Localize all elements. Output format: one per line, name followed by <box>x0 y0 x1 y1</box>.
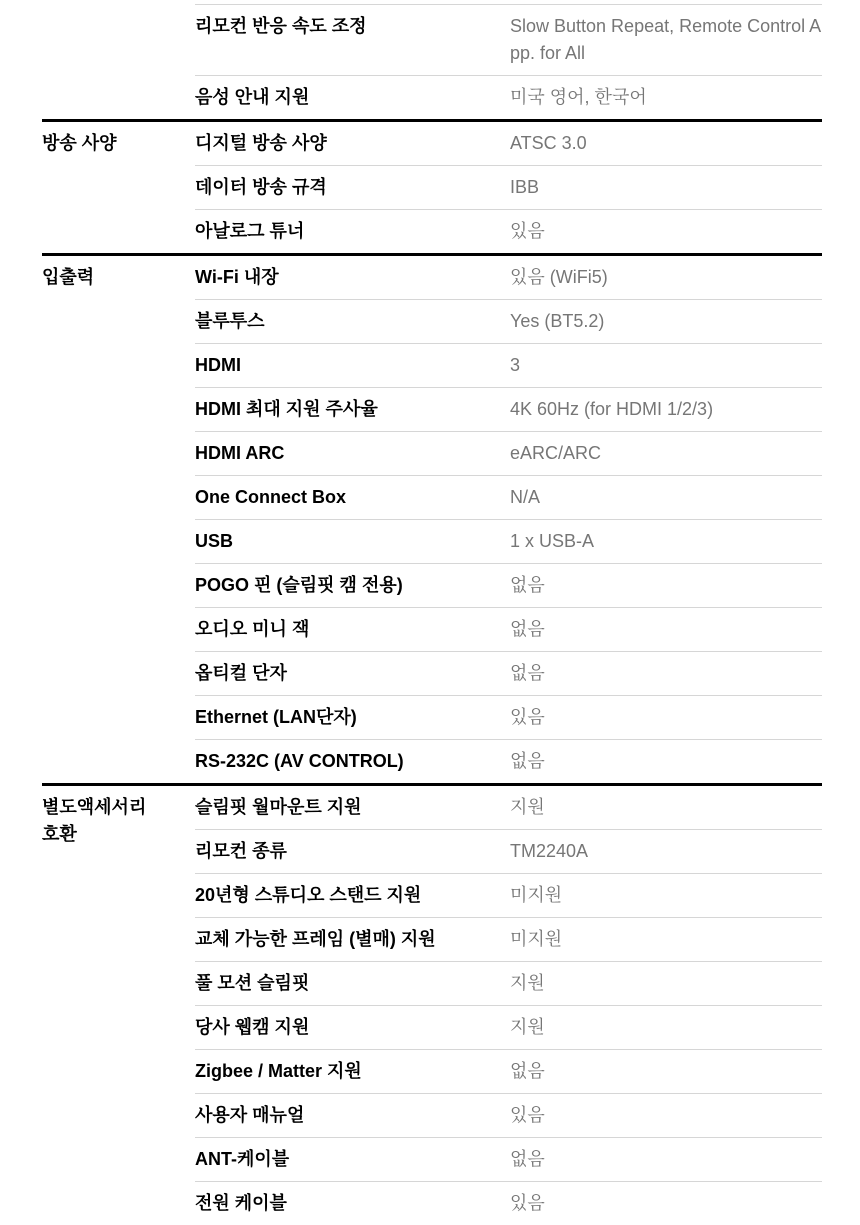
spec-row <box>195 873 822 917</box>
spec-label: 블루투스 <box>195 311 265 331</box>
spec-label: USB <box>195 531 234 551</box>
spec-value: 3 <box>510 355 521 375</box>
spec-row <box>195 829 822 873</box>
spec-value: 없음 <box>510 575 545 595</box>
spec-row <box>195 1049 822 1093</box>
section-category: 방송 사양 <box>42 133 117 153</box>
spec-value: N/A <box>510 487 541 507</box>
spec-label: Ethernet (LAN단자) <box>195 707 357 727</box>
spec-row <box>195 519 822 563</box>
spec-row <box>195 1093 822 1137</box>
spec-row <box>195 256 822 299</box>
spec-value: 미국 영어, 한국어 <box>510 87 647 107</box>
spec-value: 없음 <box>510 1149 545 1169</box>
spec-section <box>42 783 822 1225</box>
spec-row <box>195 75 822 119</box>
spec-value: 있음 <box>510 221 545 241</box>
spec-label: 당사 웹캠 지원 <box>195 1017 310 1037</box>
spec-label: 오디오 미니 잭 <box>195 619 310 639</box>
spec-section <box>42 253 822 783</box>
section-rows <box>195 122 822 253</box>
spec-label: HDMI ARC <box>195 443 285 463</box>
section-category: 입출력 <box>42 267 95 287</box>
spec-label: 디지털 방송 사양 <box>195 133 327 153</box>
spec-label: 풀 모션 슬림핏 <box>195 973 310 993</box>
spec-label: 옵티컬 단자 <box>195 663 287 683</box>
spec-value: 지원 <box>510 1017 545 1037</box>
spec-row <box>195 343 822 387</box>
spec-value: 미지원 <box>510 885 563 905</box>
spec-value: 4K 60Hz (for HDMI 1/2/3) <box>510 399 714 419</box>
spec-label: ANT-케이블 <box>195 1149 290 1169</box>
spec-label: 데이터 방송 규격 <box>195 177 327 197</box>
spec-value: 없음 <box>510 1061 545 1081</box>
spec-value: 있음 <box>510 1193 545 1213</box>
spec-row <box>195 299 822 343</box>
section-rows <box>195 4 822 119</box>
spec-value: 1 x USB-A <box>510 531 595 551</box>
spec-row <box>195 1005 822 1049</box>
spec-label: 교체 가능한 프레임 (별매) 지원 <box>195 929 436 949</box>
spec-label: 아날로그 튜너 <box>195 221 305 241</box>
spec-label: HDMI 최대 지원 주사율 <box>195 399 378 419</box>
spec-value: 지원 <box>510 797 545 817</box>
spec-label: HDMI <box>195 355 241 375</box>
spec-value: Yes (BT5.2) <box>510 311 605 331</box>
spec-row <box>195 786 822 829</box>
spec-value: 미지원 <box>510 929 563 949</box>
spec-label: 리모컨 종류 <box>195 841 287 861</box>
spec-label: RS-232C (AV CONTROL) <box>195 751 404 771</box>
spec-row <box>195 475 822 519</box>
spec-section <box>42 4 822 119</box>
spec-value: Slow Button Repeat, Remote Control App. for All <box>510 16 822 63</box>
spec-row <box>195 651 822 695</box>
spec-row <box>195 961 822 1005</box>
spec-value: 없음 <box>510 663 545 683</box>
section-category: 별도액세서리 호환 <box>42 797 147 844</box>
spec-row <box>195 209 822 253</box>
spec-row <box>195 563 822 607</box>
spec-label: Wi-Fi 내장 <box>195 267 279 287</box>
spec-label: 음성 안내 지원 <box>195 87 310 107</box>
spec-row <box>195 1181 822 1225</box>
spec-label: 사용자 매뉴얼 <box>195 1105 305 1125</box>
spec-row <box>195 122 822 165</box>
spec-row <box>195 1137 822 1181</box>
spec-row <box>195 739 822 783</box>
spec-value: 있음 (WiFi5) <box>510 267 608 287</box>
spec-value: 없음 <box>510 751 545 771</box>
spec-value: 지원 <box>510 973 545 993</box>
spec-label: 20년형 스튜디오 스탠드 지원 <box>195 885 422 905</box>
section-rows <box>195 786 822 1225</box>
section-rows <box>195 256 822 783</box>
spec-label: One Connect Box <box>195 487 347 507</box>
spec-label: Zigbee / Matter 지원 <box>195 1061 362 1081</box>
spec-value: IBB <box>510 177 540 197</box>
spec-value: 있음 <box>510 1105 545 1125</box>
spec-label: 전원 케이블 <box>195 1193 287 1213</box>
spec-value: 없음 <box>510 619 545 639</box>
spec-row <box>195 607 822 651</box>
spec-row <box>195 387 822 431</box>
spec-label: 리모컨 반응 속도 조정 <box>195 16 367 36</box>
spec-label: 슬림핏 월마운트 지원 <box>195 797 362 817</box>
spec-value: ATSC 3.0 <box>510 133 587 153</box>
spec-row <box>195 165 822 209</box>
spec-value: 있음 <box>510 707 545 727</box>
spec-row <box>195 917 822 961</box>
spec-row <box>195 5 822 75</box>
spec-value: eARC/ARC <box>510 443 602 463</box>
spec-section <box>42 119 822 253</box>
spec-value: TM2240A <box>510 841 589 861</box>
section-category <box>42 4 195 119</box>
spec-row <box>195 695 822 739</box>
spec-label: POGO 핀 (슬림핏 캠 전용) <box>195 575 403 595</box>
spec-row <box>195 431 822 475</box>
spec-table <box>42 4 822 1225</box>
